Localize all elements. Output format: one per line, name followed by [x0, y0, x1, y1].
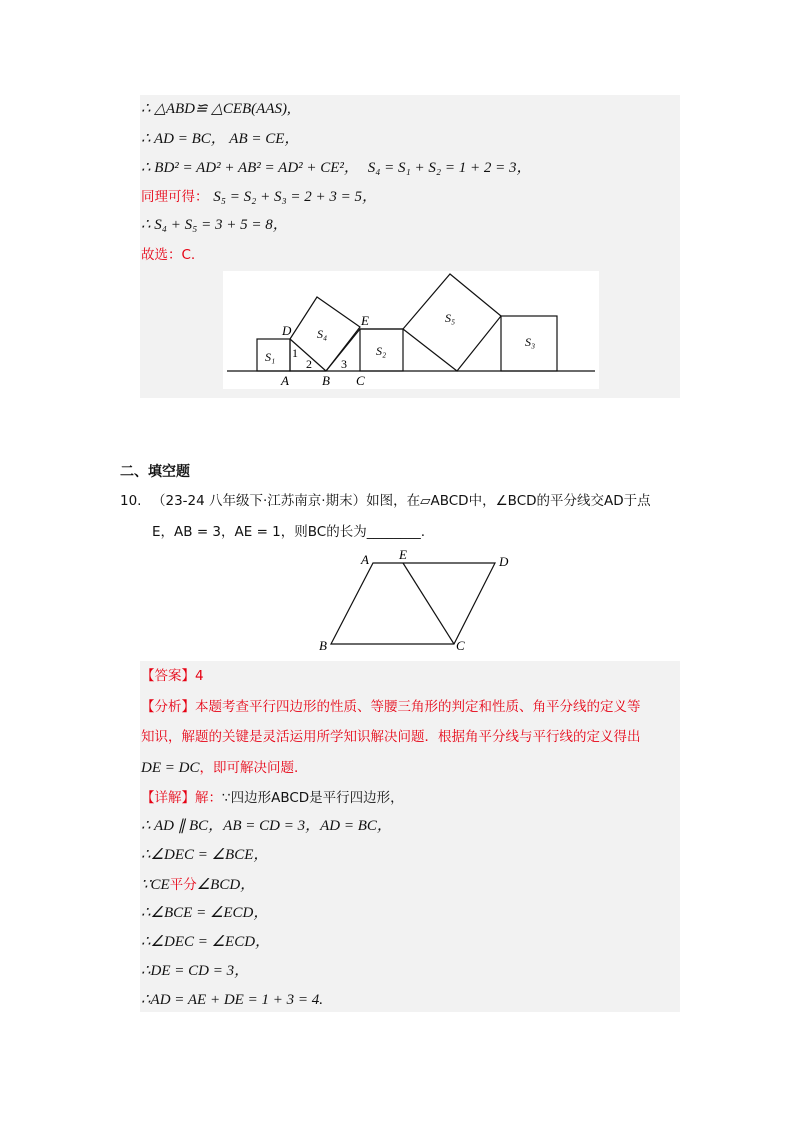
label-S2: S₂ — [376, 344, 387, 358]
step-2: ∴∠DEC = ∠BCE， — [141, 847, 269, 863]
angle-3: 3 — [341, 357, 347, 371]
detail-label: 【详解】解： — [141, 790, 222, 806]
similar-note: 同理可得： — [141, 189, 209, 205]
analysis-rest: ，即可解决问题. — [199, 760, 299, 776]
choice-conclusion: 故选：C. — [141, 247, 196, 263]
segment-ec — [403, 563, 454, 644]
label-B: B — [322, 373, 330, 388]
label-S4: S₄ — [317, 327, 328, 341]
squares-figure — [223, 271, 599, 389]
solution-line-3 — [141, 157, 531, 178]
label-A: A — [281, 373, 289, 388]
label-S1: S₁ — [265, 350, 276, 364]
label-D2: D — [499, 554, 509, 569]
step-7: ∴AD = AE + DE = 1 + 3 = 4. — [141, 992, 323, 1008]
question-number: 10. — [120, 493, 142, 509]
label-C: C — [356, 373, 365, 388]
question-line-1: （23-24 八年级下·江苏南京·期末）如图，在▱ABCD中，∠BCD的平分线交AD于点 — [152, 493, 651, 509]
angle-1: 1 — [292, 346, 298, 360]
solution-line-3a: ∴ BD² = AD² + AB² = AD² + CE²， — [141, 160, 359, 176]
parallelogram-abcd — [331, 563, 495, 644]
step-3 — [141, 874, 255, 895]
label-S5: S₅ — [445, 311, 456, 325]
label-C2: C — [456, 638, 465, 653]
label-B2: B — [319, 638, 327, 653]
solution-line-2: ∴ AD = BC， AB = CE， — [141, 131, 300, 147]
solution-line-3b: S₄ = S₁ + S₂ = 1 + 2 = 3， — [367, 160, 532, 176]
angle-2: 2 — [306, 357, 312, 371]
question-line-2: E，AB = 3，AE = 1，则BC的长为________. — [152, 524, 425, 540]
step-5: ∴∠DEC = ∠ECD， — [141, 934, 271, 950]
analysis-line-1: 【分析】本题考查平行四边形的性质、等腰三角形的判定和性质、角平分线的定义等 — [141, 699, 641, 715]
analysis-math: DE = DC — [141, 760, 200, 776]
label-E2: E — [399, 548, 407, 562]
answer-line: 【答案】4 — [141, 668, 204, 684]
detail-line — [141, 787, 404, 808]
solution-line-1: ∴ △ABD≌ △CEB(AAS), — [141, 101, 291, 117]
step-3a: ∵CE — [141, 877, 170, 893]
label-D: D — [282, 323, 292, 338]
step-1: ∴ AD ∥ BC，AB = CD = 3，AD = BC， — [141, 818, 392, 834]
parallelogram-figure — [316, 548, 516, 658]
step-4: ∴∠BCE = ∠ECD， — [141, 905, 269, 921]
analysis-line-3 — [141, 757, 298, 778]
label-E: E — [361, 313, 369, 328]
solution-line-4-math: S₅ = S₂ + S₃ = 2 + 3 = 5， — [213, 189, 378, 205]
solution-line-4 — [141, 186, 377, 207]
step-3-red: 平分 — [169, 877, 197, 893]
analysis-line-2: 知识，解题的关键是灵活运用所学知识解决问题．根据角平分线与平行线的定义得出 — [141, 729, 641, 745]
label-A2: A — [361, 552, 369, 567]
step-6: ∴DE = CD = 3， — [141, 963, 250, 979]
solution-line-5: ∴ S₄ + S₅ = 3 + 5 = 8， — [141, 217, 288, 233]
section-title: 二、填空题 — [120, 464, 190, 480]
step-3b: ∠BCD， — [196, 877, 256, 893]
label-S3: S₃ — [525, 335, 536, 349]
detail-text: ∵四边形ABCD是平行四边形， — [222, 790, 404, 806]
